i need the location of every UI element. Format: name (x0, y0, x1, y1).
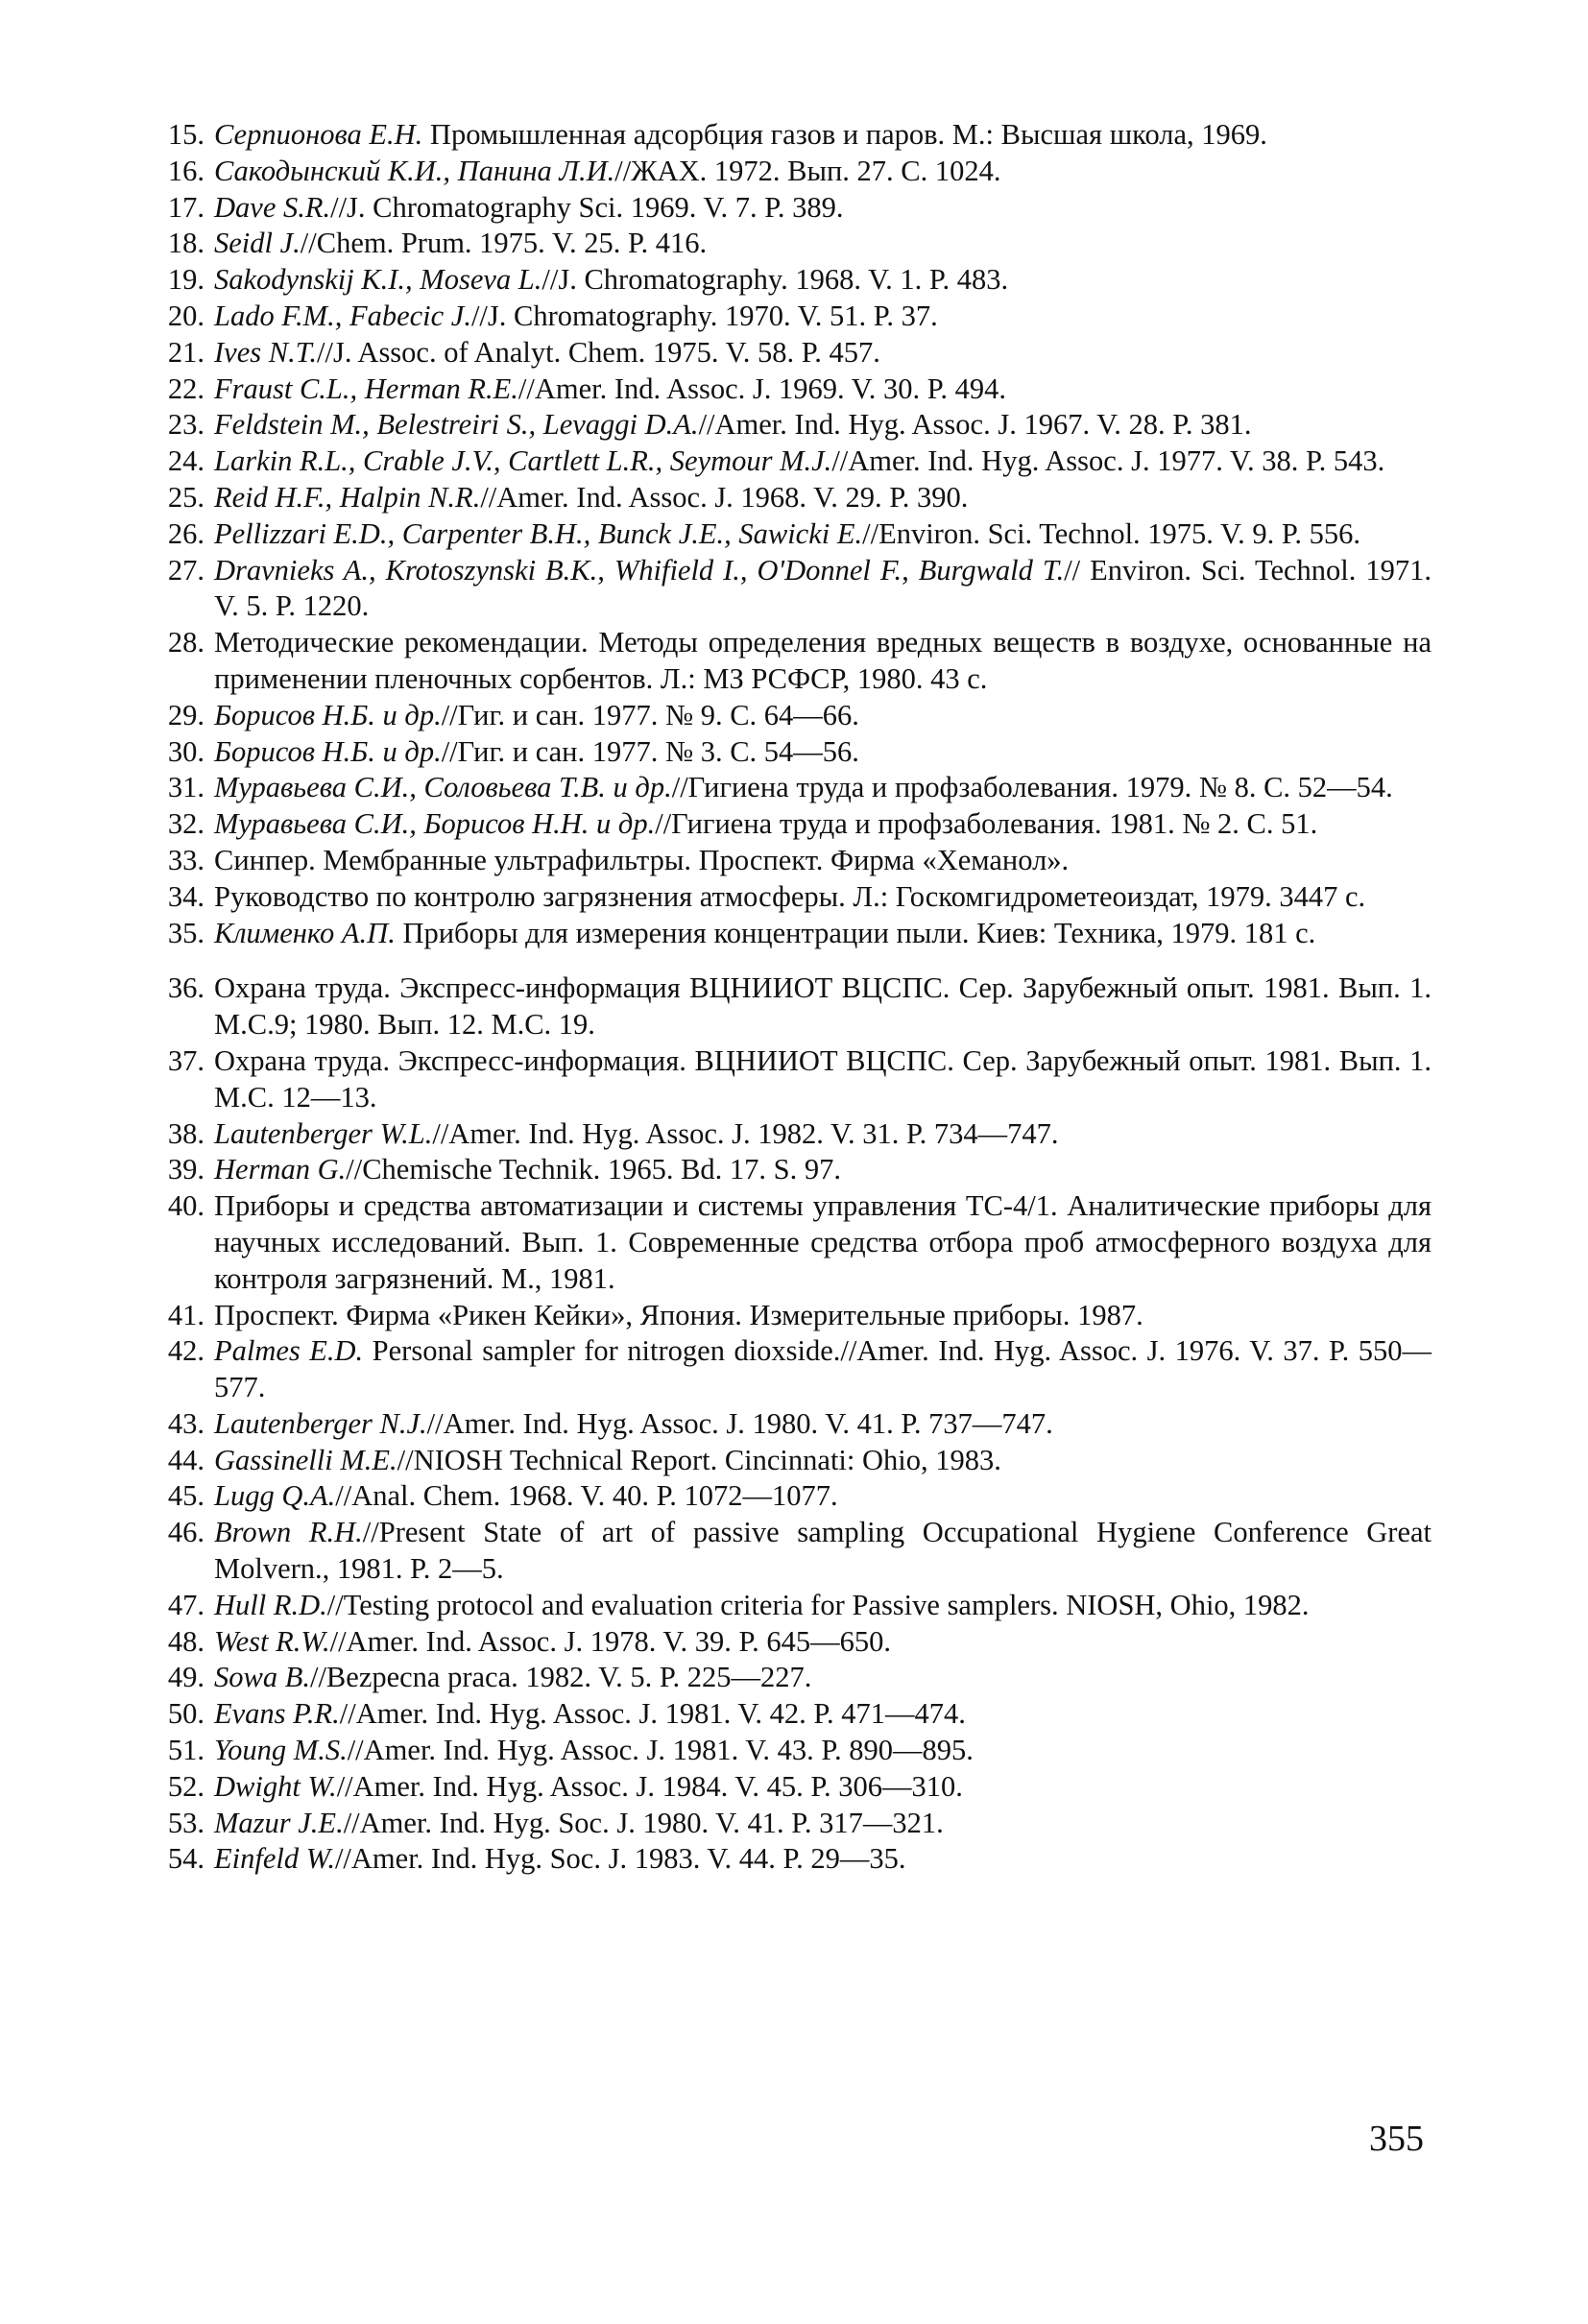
reference-item (149, 226, 1432, 262)
reference-number: 24. (167, 444, 205, 478)
reference-number: 40. (167, 1189, 205, 1223)
reference-author: Herman G. (214, 1153, 347, 1186)
reference-item (149, 299, 1432, 335)
reference-number: 16. (167, 154, 205, 187)
reference-author: Борисов Н.Б. и др. (214, 734, 442, 768)
reference-text: //Anal. Chem. 1968. V. 40. P. 1072—1077. (335, 1479, 838, 1513)
reference-text: //Гиг. и сан. 1977. № 9. С. 64—66. (441, 698, 859, 731)
reference-item (149, 553, 1432, 626)
reference-author: Dravnieks A., Krotoszynski B.K., Whifield I., O'Donnel F., Burgwald T. (214, 553, 1065, 587)
reference-text: //J. Assoc. of Analyt. Chem. 1975. V. 58. P. 457. (317, 335, 880, 369)
reference-item (149, 1515, 1432, 1588)
reference-author: Серпионова Е.Н. (214, 118, 423, 151)
reference-text: Промышленная адсорбция газов и паров. М.: Высшая школа, 1969. (422, 118, 1267, 151)
reference-item (149, 698, 1432, 734)
reference-number: 54. (167, 1842, 205, 1876)
reference-author: Клименко А.П. (214, 916, 396, 949)
reference-text: //Amer. Ind. Hyg. Assoc. J. 1981. V. 43. P. 890—895. (347, 1734, 974, 1767)
reference-number: 31. (167, 771, 205, 804)
reference-number: 47. (167, 1588, 205, 1621)
reference-text: Personal sampler for nitrogen dioxside.//Amer. Ind. Hyg. Assoc. J. 1976. V. 37. P. 550—577. (214, 1334, 1432, 1404)
reference-item (149, 443, 1432, 480)
reference-text: //Testing protocol and evaluation criteria for Passive samplers. NIOSH, Ohio, 1982. (326, 1588, 1310, 1621)
reference-number: 45. (167, 1479, 205, 1513)
reference-text: Методические рекомендации. Методы определения вредных веществ в воздухе, основанные на применении пленочных сорбентов. Л.: МЗ РСФСР, 1980. 43 с. (214, 626, 1432, 695)
reference-author: Fraust C.L., Herman R.E. (214, 371, 518, 405)
reference-author: Pellizzari E.D., Carpenter B.H., Bunck J.E., Sawicki E. (214, 516, 863, 550)
reference-author: Seidl J. (214, 227, 301, 260)
reference-author: Palmes E.D. (214, 1334, 364, 1368)
reference-item (149, 916, 1432, 952)
reference-number: 26. (167, 516, 205, 550)
reference-number: 21. (167, 335, 205, 369)
reference-item (149, 480, 1432, 516)
reference-author: Борисов Н.Б. и др. (214, 698, 442, 731)
reference-number: 28. (167, 626, 205, 659)
reference-item (149, 1660, 1432, 1696)
reference-item (149, 625, 1432, 698)
reference-text: Охрана труда. Экспресс-информация. ВЦНИИОТ ВЦСПС. Сер. Зарубежный опыт. 1981. Вып. 1. М.С. 12—13. (214, 1043, 1432, 1114)
reference-item (149, 1406, 1432, 1443)
reference-number: 34. (167, 879, 205, 913)
reference-number: 29. (167, 698, 205, 731)
reference-number: 41. (167, 1298, 205, 1331)
reference-author: Young M.S. (214, 1734, 348, 1767)
reference-text: Руководство по контролю загрязнения атмосферы. Л.: Госкомгидрометеоиздат, 1979. 3447 с. (214, 879, 1366, 913)
reference-number: 48. (167, 1624, 205, 1658)
reference-text: //Present State of art of passive sampling Occupational Hygiene Conference Great Molvern., 1981. P. 2—5. (214, 1516, 1432, 1586)
reference-text: //Amer. Ind. Hyg. Assoc. J. 1980. V. 41. P. 737—747. (426, 1406, 1053, 1440)
reference-item (149, 1333, 1432, 1406)
reference-text: //Amer. Ind. Assoc. J. 1968. V. 29. P. 390. (480, 480, 969, 514)
reference-item (149, 190, 1432, 227)
reference-list (149, 117, 1432, 1878)
reference-text: //Bezpecna praca. 1982. V. 5. P. 225—227. (309, 1661, 812, 1694)
reference-author: West R.W. (214, 1624, 330, 1658)
reference-number: 42. (167, 1334, 205, 1368)
reference-item (149, 154, 1432, 190)
reference-number: 27. (167, 553, 205, 587)
reference-text: //Chemische Technik. 1965. Bd. 17. S. 97. (346, 1153, 842, 1186)
reference-author: Hull R.D. (214, 1588, 327, 1621)
reference-item (149, 770, 1432, 806)
page-number: 355 (1369, 2119, 1424, 2159)
reference-number: 23. (167, 408, 205, 442)
reference-text: //Amer. Ind. Assoc. J. 1969. V. 30. P. 494. (517, 371, 1006, 405)
reference-author: Lautenberger W.L. (214, 1116, 433, 1150)
reference-text: Приборы и средства автоматизации и системы управления ТС-4/1. Аналитические приборы для научных исследований. Вып. 1. Современные средства отбора проб атмосферного воздуха для контроля загрязнений. М., 1981. (214, 1189, 1432, 1295)
reference-number: 22. (167, 371, 205, 405)
reference-item (149, 1624, 1432, 1661)
reference-item (149, 1806, 1432, 1842)
reference-text: //Amer. Ind. Assoc. J. 1978. V. 39. P. 645—650. (329, 1624, 891, 1658)
reference-author: Lugg Q.A. (214, 1479, 336, 1513)
reference-number: 53. (167, 1806, 205, 1839)
reference-item (149, 1733, 1432, 1769)
reference-item (149, 335, 1432, 371)
reference-text: Приборы для измерения концентрации пыли. Киев: Техника, 1979. 181 с. (395, 916, 1316, 949)
reference-author: Муравьева С.И., Соловьева Т.В. и др. (214, 771, 672, 804)
reference-author: Lautenberger N.J. (214, 1406, 427, 1440)
reference-text: //J. Chromatography. 1970. V. 51. P. 37. (470, 299, 938, 332)
reference-item (149, 1769, 1432, 1806)
reference-author: Gassinelli M.E. (214, 1443, 397, 1476)
reference-text: Охрана труда. Экспресс-информация ВЦНИИОТ ВЦСПС. Сер. Зарубежный опыт. 1981. Вып. 1. М.С.9; 1980. Вып. 12. М.С. 19. (214, 971, 1432, 1042)
reference-text: //Amer. Ind. Hyg. Assoc. J. 1984. V. 45. P. 306—310. (336, 1769, 963, 1803)
reference-number: 30. (167, 734, 205, 768)
reference-author: Dave S.R. (214, 190, 331, 224)
reference-item (149, 970, 1432, 1043)
reference-item (149, 806, 1432, 843)
reference-author: Einfeld W. (214, 1842, 335, 1876)
reference-item (149, 1188, 1432, 1297)
reference-text: //NIOSH Technical Report. Cincinnati: Ohio, 1983. (397, 1443, 1001, 1476)
reference-item (149, 843, 1432, 879)
reference-text: //Chem. Prum. 1975. V. 25. P. 416. (300, 227, 708, 260)
reference-author: Муравьева С.И., Борисов Н.Н. и др. (214, 807, 656, 841)
reference-text: //Amer. Ind. Hyg. Soc. J. 1980. V. 41. P. 317—321. (343, 1806, 944, 1839)
reference-text: //Amer. Ind. Hyg. Soc. J. 1983. V. 44. P. 29—35. (334, 1842, 906, 1876)
reference-text: //Гигиена труда и профзаболевания. 1981. № 2. С. 51. (655, 807, 1318, 841)
reference-number: 32. (167, 807, 205, 841)
reference-item (149, 1298, 1432, 1334)
reference-number: 20. (167, 299, 205, 332)
reference-author: Ives N.T. (214, 335, 318, 369)
reference-number: 50. (167, 1697, 205, 1731)
reference-item (149, 262, 1432, 299)
reference-text: //Amer. Ind. Hyg. Assoc. J. 1977. V. 38. P. 543. (831, 444, 1385, 478)
reference-author: Mazur J.E. (214, 1806, 344, 1839)
reference-text: //Гигиена труда и профзаболевания. 1979. № 8. С. 52—54. (671, 771, 1393, 804)
reference-number: 46. (167, 1516, 205, 1549)
reference-item (149, 1841, 1432, 1878)
reference-text: // Environ. Sci. Technol. 1971. V. 5. P. 1220. (214, 553, 1432, 623)
reference-number: 49. (167, 1661, 205, 1694)
reference-author: Sowa B. (214, 1661, 310, 1694)
reference-number: 33. (167, 843, 205, 876)
reference-text: //Environ. Sci. Technol. 1975. V. 9. P. 556. (862, 516, 1361, 550)
reference-item (149, 407, 1432, 443)
reference-text: //Гиг. и сан. 1977. № 3. С. 54—56. (441, 734, 859, 768)
reference-text: //Amer. Ind. Hyg. Assoc. J. 1982. V. 31. P. 734—747. (432, 1116, 1059, 1150)
reference-author: Evans P.R. (214, 1697, 340, 1731)
reference-text: //Amer. Ind. Hyg. Assoc. J. 1967. V. 28. P. 381. (698, 408, 1252, 442)
reference-text: //J. Chromatography. 1968. V. 1. P. 483. (541, 263, 1009, 297)
reference-number: 15. (167, 118, 205, 151)
reference-number: 17. (167, 190, 205, 224)
reference-author: Reid H.F., Halpin N.R. (214, 480, 481, 514)
reference-item (149, 1152, 1432, 1188)
reference-author: Feldstein M., Belestreiri S., Levaggi D.A. (214, 408, 699, 442)
reference-number: 39. (167, 1153, 205, 1186)
reference-number: 51. (167, 1734, 205, 1767)
reference-text: //J. Chromatography Sci. 1969. V. 7. P. 389. (330, 190, 844, 224)
reference-item (149, 879, 1432, 916)
reference-author: Dwight W. (214, 1769, 337, 1803)
reference-text: Синпер. Мембранные ультрафильтры. Проспект. Фирма «Хеманол». (214, 843, 1070, 876)
reference-number: 37. (167, 1043, 205, 1077)
reference-number: 52. (167, 1769, 205, 1803)
reference-author: Сакодынский К.И., Панина Л.И. (214, 154, 615, 187)
reference-item (149, 1443, 1432, 1479)
reference-item (149, 1588, 1432, 1624)
reference-number: 43. (167, 1406, 205, 1440)
reference-author: Larkin R.L., Crable J.V., Cartlett L.R., Seymour M.J. (214, 444, 832, 478)
reference-number: 36. (167, 971, 205, 1005)
reference-item (149, 734, 1432, 771)
reference-number: 25. (167, 480, 205, 514)
reference-item (149, 1478, 1432, 1515)
reference-number: 44. (167, 1443, 205, 1476)
reference-author: Sakodynskij K.I., Moseva L. (214, 263, 542, 297)
reference-item (149, 516, 1432, 553)
reference-number: 35. (167, 916, 205, 949)
reference-text: //Amer. Ind. Hyg. Assoc. J. 1981. V. 42. P. 471—474. (339, 1697, 966, 1731)
reference-number: 19. (167, 263, 205, 297)
reference-item (149, 1696, 1432, 1733)
reference-item (149, 1116, 1432, 1153)
reference-item (149, 1043, 1432, 1116)
reference-number: 38. (167, 1116, 205, 1150)
reference-text: //ЖАХ. 1972. Вып. 27. С. 1024. (614, 154, 1001, 187)
reference-text: Проспект. Фирма «Рикен Кейки», Япония. Измерительные приборы. 1987. (214, 1298, 1143, 1331)
reference-author: Lado F.M., Fabecic J. (214, 299, 471, 332)
reference-author: Brown R.H. (214, 1516, 363, 1549)
reference-item (149, 371, 1432, 408)
reference-item (149, 117, 1432, 154)
reference-number: 18. (167, 227, 205, 260)
